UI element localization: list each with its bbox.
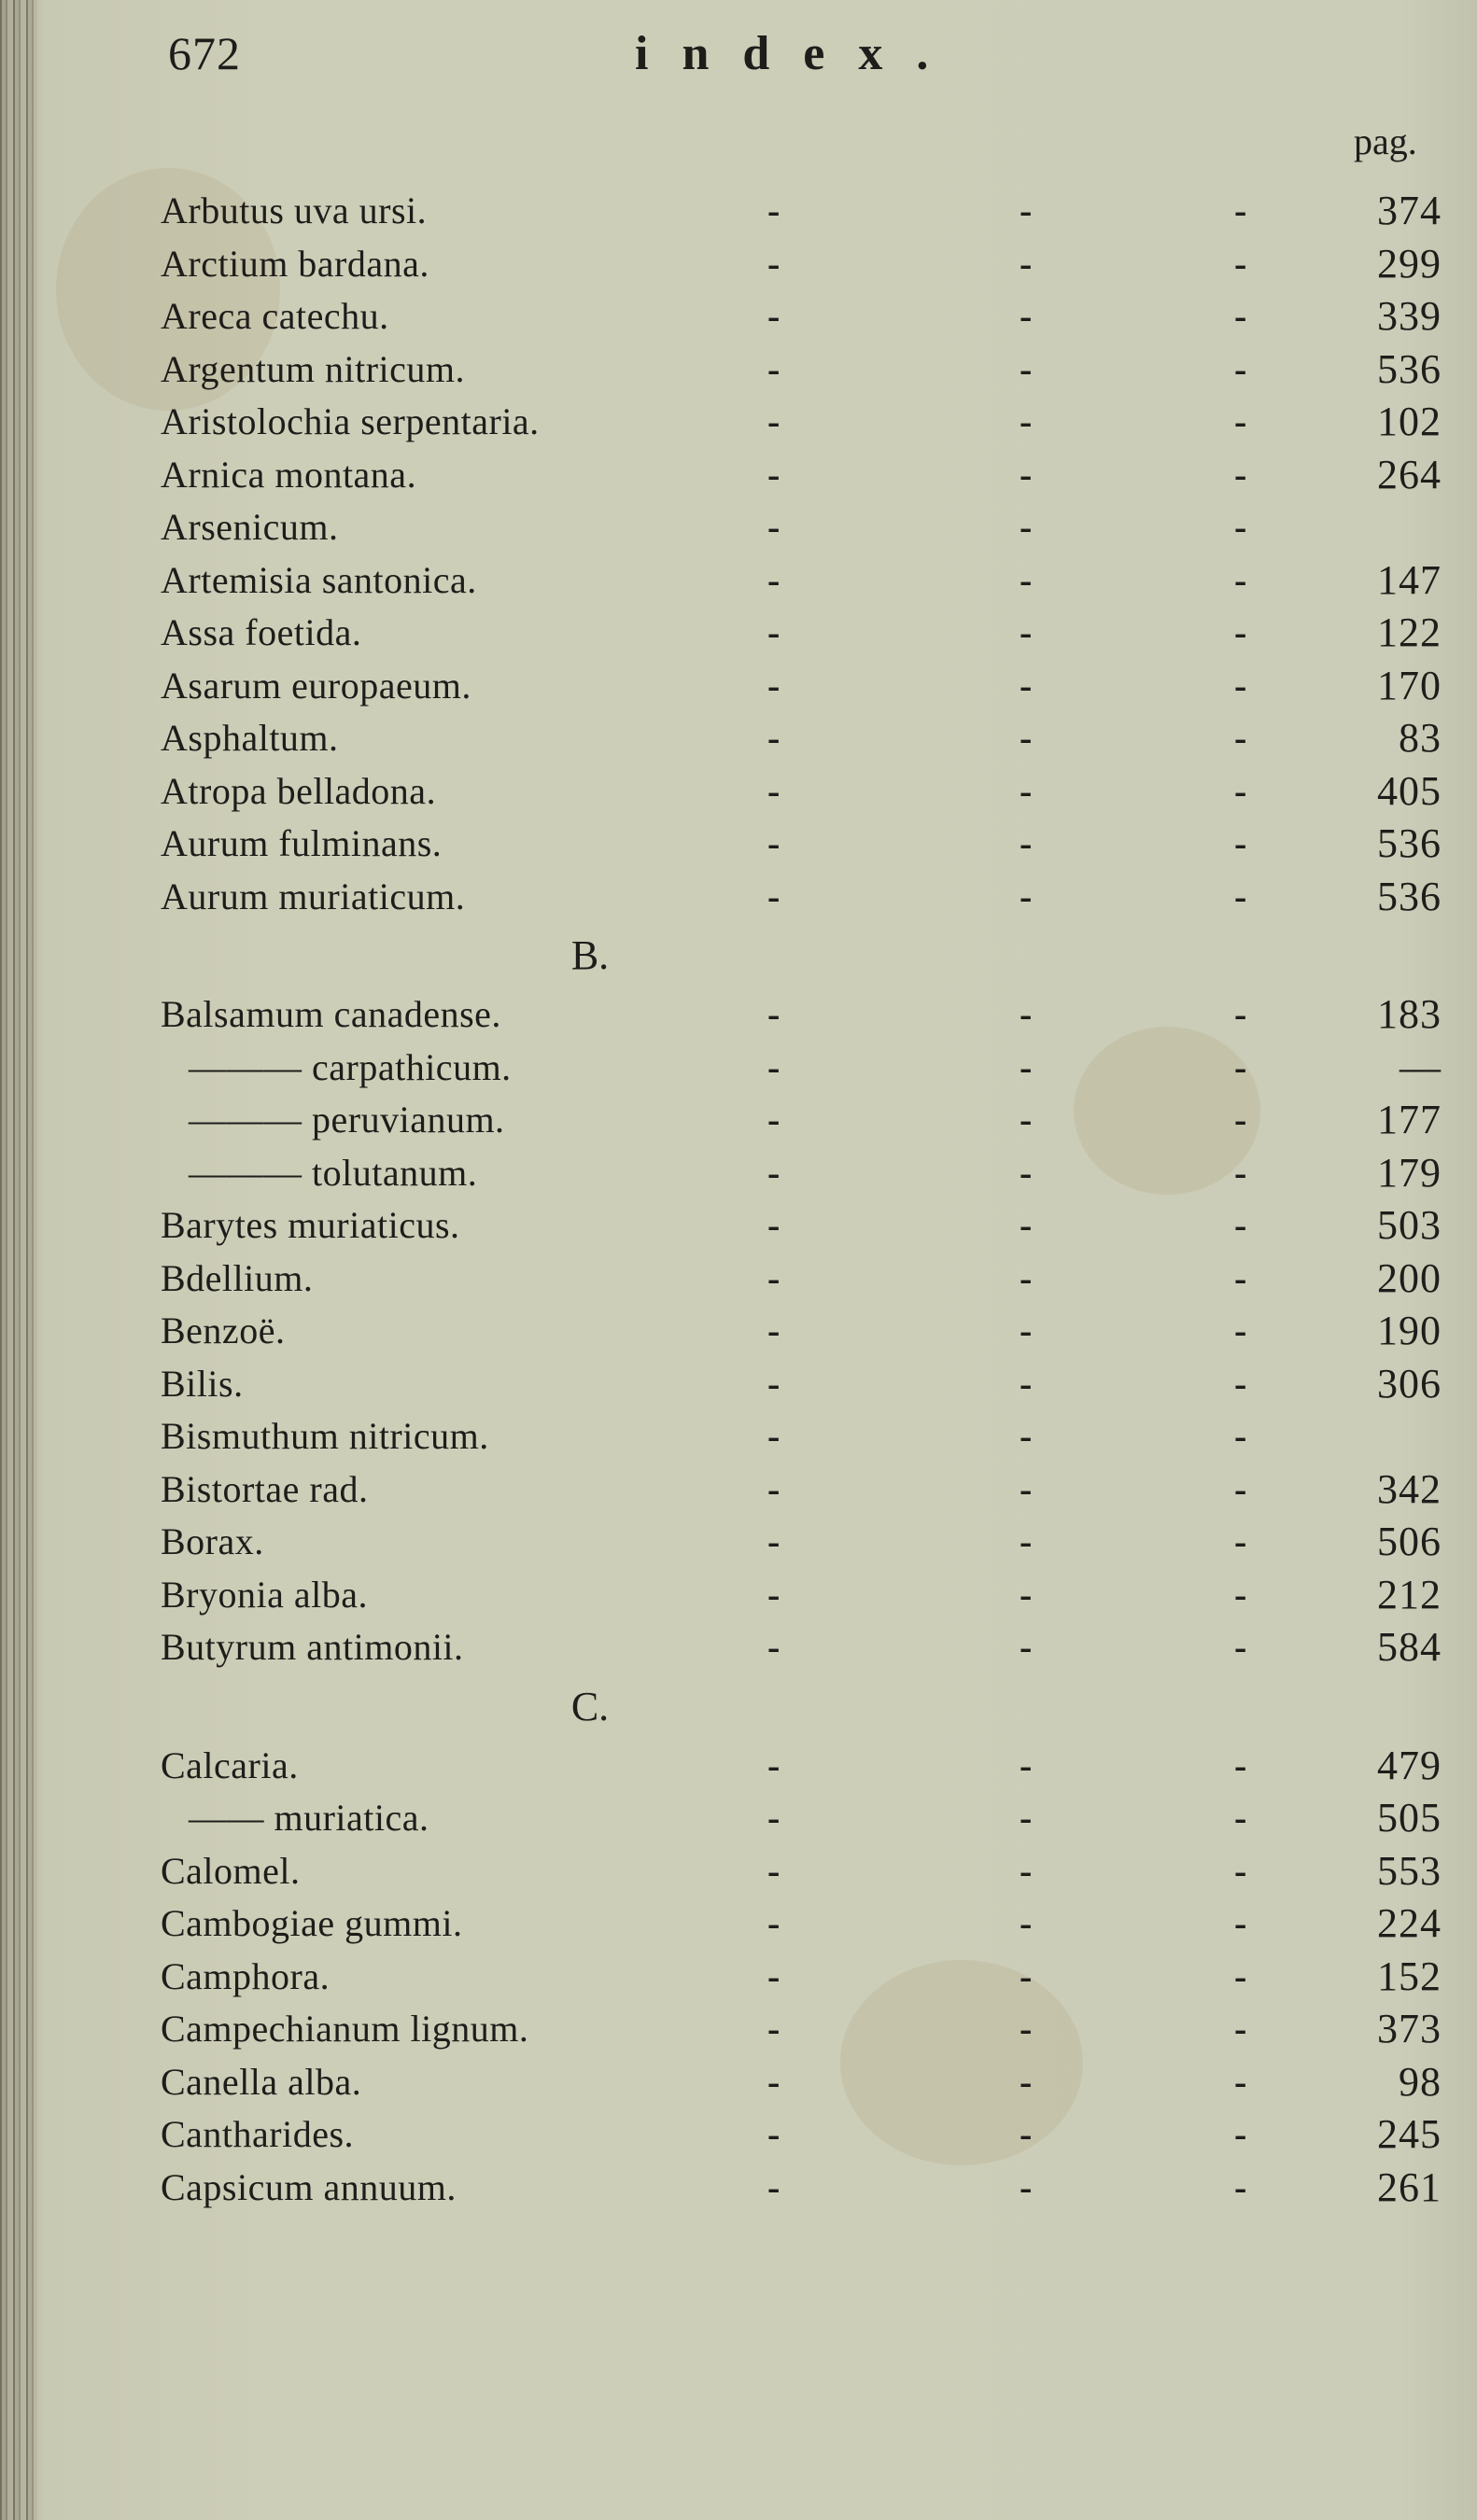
leader-dashes (161, 1199, 1262, 1253)
leader-dash: - (1234, 1099, 1247, 1141)
leader-dash: - (1234, 558, 1247, 601)
entry-name: Assa foetida. (161, 611, 362, 653)
leader-dash: - (767, 1520, 781, 1562)
entry-page-number: 102 (1377, 399, 1442, 444)
leader-dash: - (1234, 1204, 1247, 1246)
entry-name: Artemisia santonica. (161, 558, 477, 601)
leader-dash: - (767, 1902, 781, 1944)
leader-dash: - (1234, 664, 1247, 707)
entry-name: Bryonia alba. (161, 1573, 368, 1616)
leader-dash: - (767, 769, 781, 812)
index-entry (161, 2056, 1449, 2109)
index-entry (161, 1792, 1449, 1845)
index-entry (161, 818, 1449, 871)
leader-dash: - (1234, 769, 1247, 812)
leader-dash: - (1234, 1362, 1247, 1405)
leader-dashes (161, 871, 1262, 924)
index-entry (161, 501, 1449, 554)
entry-page-number: 122 (1377, 609, 1442, 655)
entry-name: Arbutus uva ursi. (161, 189, 428, 231)
entry-name: Benzoë. (161, 1309, 286, 1351)
leader-dashes (161, 1792, 1262, 1845)
entry-name: ——— peruvianum. (189, 1099, 505, 1141)
leader-dash: - (767, 1849, 781, 1892)
entry-name: Atropa belladona. (161, 769, 437, 812)
leader-dashes (161, 1358, 1262, 1411)
leader-dashes (161, 1621, 1262, 1674)
index-entry (161, 988, 1449, 1042)
leader-dash: - (767, 1743, 781, 1786)
entry-page-number: 503 (1377, 1202, 1442, 1248)
leader-dash: - (1020, 2165, 1033, 2208)
leader-dash: - (1234, 2113, 1247, 2155)
leader-dash: - (1020, 1151, 1033, 1194)
index-entry (161, 1253, 1449, 1306)
entry-page-number: 212 (1377, 1571, 1442, 1617)
entry-page-number: 536 (1377, 873, 1442, 919)
leader-dash: - (1020, 1573, 1033, 1616)
index-entry (161, 1410, 1449, 1463)
entry-page-number: 342 (1377, 1465, 1442, 1512)
entry-page-number: 553 (1377, 1847, 1442, 1894)
section-letter-text: C. (570, 1683, 610, 1729)
entry-name: Canella alba. (161, 2060, 362, 2103)
leader-dash: - (767, 558, 781, 601)
entry-page-number: 190 (1377, 1308, 1442, 1353)
entry-name: Argentum nitricum. (161, 347, 465, 390)
index-entry (161, 1897, 1449, 1951)
leader-dash: - (1020, 295, 1033, 337)
leader-dashes (161, 2056, 1262, 2109)
entry-page-number: 374 (1377, 188, 1442, 233)
leader-dash: - (767, 1151, 781, 1194)
entry-name: Arctium bardana. (161, 242, 429, 285)
leader-dash: - (767, 1099, 781, 1141)
entry-page-number: 505 (1377, 1795, 1442, 1841)
leader-dash: - (1020, 1415, 1033, 1457)
leader-dash: - (767, 400, 781, 442)
leader-dashes (161, 1740, 1262, 1793)
leader-dash: - (1020, 1362, 1033, 1405)
index-entry (161, 1305, 1449, 1358)
leader-dashes (161, 185, 1262, 238)
leader-dash: - (767, 1415, 781, 1457)
entry-page-number: — (1400, 1043, 1442, 1090)
index-entry (161, 2162, 1449, 2215)
index-entry (161, 1516, 1449, 1569)
leader-dash: - (1234, 1902, 1247, 1944)
leader-dashes (161, 818, 1262, 871)
leader-dashes (161, 554, 1262, 608)
entry-name: Camphora. (161, 1954, 331, 1997)
entry-name: Arnica montana. (161, 453, 417, 496)
section-letter (161, 1674, 1449, 1740)
leader-dashes (161, 2003, 1262, 2056)
index-entry (161, 607, 1449, 660)
entry-name: Bilis. (161, 1362, 244, 1405)
leader-dashes (161, 1147, 1262, 1200)
page-number: 672 (168, 27, 241, 79)
leader-dash: - (1020, 1954, 1033, 1997)
leader-dash: - (1020, 558, 1033, 601)
entry-page-number: 339 (1377, 293, 1442, 339)
entry-name: Aurum muriaticum. (161, 875, 466, 917)
leader-dash: - (1020, 717, 1033, 759)
leader-dash: - (767, 242, 781, 285)
entry-page-number: 200 (1377, 1254, 1442, 1301)
leader-dash: - (1234, 1151, 1247, 1194)
leader-dash: - (1234, 2165, 1247, 2208)
index-entry (161, 1740, 1449, 1793)
entry-name: Balsamum canadense. (161, 993, 501, 1035)
leader-dash: - (1234, 1045, 1247, 1088)
leader-dash: - (767, 1797, 781, 1839)
leader-dash: - (1020, 1204, 1033, 1246)
leader-dashes (161, 2162, 1262, 2215)
entry-page-number: 177 (1377, 1097, 1442, 1142)
leader-dash: - (1234, 1849, 1247, 1892)
leader-dash: - (1020, 2008, 1033, 2050)
leader-dash: - (1020, 2060, 1033, 2103)
leader-dashes (161, 2108, 1262, 2162)
leader-dashes (161, 449, 1262, 502)
entry-name: Cambogiae gummi. (161, 1902, 463, 1944)
leader-dashes (161, 660, 1262, 713)
entry-name: Arsenicum. (161, 506, 339, 548)
leader-dash: - (1234, 2008, 1247, 2050)
leader-dash: - (1234, 993, 1247, 1035)
entry-name: Barytes muriaticus. (161, 1204, 460, 1246)
section-letter (161, 923, 1449, 988)
running-head: index. (635, 27, 963, 80)
leader-dash: - (1020, 1045, 1033, 1088)
index-entry (161, 290, 1449, 343)
entry-name: —— muriatica. (189, 1797, 429, 1839)
leader-dash: - (1234, 1626, 1247, 1668)
entry-page-number: 152 (1377, 1953, 1442, 1999)
leader-dashes (161, 1845, 1262, 1898)
index-entry (161, 238, 1449, 291)
index-entry (161, 1463, 1449, 1517)
leader-dashes (161, 343, 1262, 397)
entry-page-number: 506 (1377, 1519, 1442, 1564)
leader-dash: - (1234, 2060, 1247, 2103)
leader-dash: - (1234, 1573, 1247, 1616)
leader-dash: - (1020, 822, 1033, 864)
leader-dash: - (1234, 347, 1247, 390)
entry-name: Borax. (161, 1520, 264, 1562)
index-entry (161, 1042, 1449, 1095)
entry-page-number: 261 (1377, 2163, 1442, 2210)
entry-page-number: 245 (1377, 2111, 1442, 2157)
leader-dash: - (1020, 611, 1033, 653)
entry-name: Cantharides. (161, 2113, 355, 2155)
entry-name: Calomel. (161, 1849, 301, 1892)
leader-dash: - (767, 189, 781, 231)
leader-dash: - (1234, 1415, 1247, 1457)
leader-dashes (161, 607, 1262, 660)
entry-page-number: 179 (1377, 1149, 1442, 1196)
index-entry (161, 449, 1449, 502)
leader-dashes (161, 1042, 1262, 1095)
leader-dash: - (1234, 875, 1247, 917)
leader-dash: - (767, 1045, 781, 1088)
leader-dash: - (767, 453, 781, 496)
leader-dash: - (1234, 822, 1247, 864)
entry-page-number: 584 (1377, 1624, 1442, 1670)
leader-dash: - (1020, 1309, 1033, 1351)
index-entry (161, 765, 1449, 819)
index-entry (161, 871, 1449, 924)
entry-page-number: 264 (1377, 451, 1442, 497)
leader-dash: - (767, 2165, 781, 2208)
leader-dash: - (767, 717, 781, 759)
leader-dash: - (1234, 189, 1247, 231)
leader-dash: - (1020, 2113, 1033, 2155)
leader-dash: - (1020, 769, 1033, 812)
index-entry (161, 2108, 1449, 2162)
leader-dash: - (1020, 1626, 1033, 1668)
entry-name: Butyrum antimonii. (161, 1626, 464, 1668)
entry-name: Asphaltum. (161, 717, 339, 759)
leader-dash: - (767, 1467, 781, 1510)
leader-dash: - (1020, 400, 1033, 442)
leader-dash: - (1234, 1309, 1247, 1351)
entry-name: Bdellium. (161, 1256, 314, 1299)
leader-dashes (161, 1897, 1262, 1951)
leader-dash: - (1234, 717, 1247, 759)
leader-dash: - (1020, 1797, 1033, 1839)
index-entry (161, 1199, 1449, 1253)
leader-dash: - (1020, 1743, 1033, 1786)
entry-page-number: 536 (1377, 820, 1442, 866)
leader-dashes (161, 1516, 1262, 1569)
entry-name: Bismuthum nitricum. (161, 1415, 489, 1457)
entry-name: Capsicum annuum. (161, 2165, 457, 2208)
index-entry (161, 660, 1449, 713)
entry-page-number: 299 (1377, 240, 1442, 287)
leader-dashes (161, 988, 1262, 1042)
leader-dash: - (767, 1309, 781, 1351)
leader-dash: - (1020, 506, 1033, 548)
leader-dashes (161, 765, 1262, 819)
leader-dashes (161, 1410, 1262, 1463)
leader-dash: - (767, 1362, 781, 1405)
leader-dash: - (767, 875, 781, 917)
leader-dash: - (1234, 400, 1247, 442)
entry-name: Bistortae rad. (161, 1467, 369, 1510)
leader-dash: - (1020, 664, 1033, 707)
leader-dash: - (1020, 1467, 1033, 1510)
index-entry (161, 1358, 1449, 1411)
leader-dash: - (1234, 1520, 1247, 1562)
entry-page-number: 306 (1377, 1360, 1442, 1407)
leader-dash: - (767, 506, 781, 548)
index-entry (161, 396, 1449, 449)
leader-dash: - (767, 1204, 781, 1246)
leader-dash: - (1020, 1099, 1033, 1141)
leader-dash: - (767, 1573, 781, 1616)
leader-dash: - (1234, 1467, 1247, 1510)
index-entry (161, 1951, 1449, 2004)
page-header (168, 26, 1440, 101)
leader-dashes (161, 1094, 1262, 1147)
leader-dash: - (1020, 1256, 1033, 1299)
leader-dash: - (1020, 1902, 1033, 1944)
leader-dash: - (767, 2113, 781, 2155)
index-entry (161, 554, 1449, 608)
leader-dashes (161, 1569, 1262, 1622)
entry-page-number: 147 (1377, 556, 1442, 603)
leader-dash: - (1234, 1954, 1247, 1997)
index-entry (161, 1845, 1449, 1898)
index-entry (161, 1094, 1449, 1147)
index-entry (161, 343, 1449, 397)
leader-dash: - (1020, 993, 1033, 1035)
leader-dash: - (767, 1256, 781, 1299)
index-entry (161, 1147, 1449, 1200)
leader-dash: - (1234, 1256, 1247, 1299)
index-entry (161, 712, 1449, 765)
entry-name: ——— carpathicum. (189, 1045, 512, 1088)
leader-dashes (161, 1305, 1262, 1358)
leader-dashes (161, 1463, 1262, 1517)
leader-dashes (161, 396, 1262, 449)
entry-page-number: 83 (1399, 715, 1442, 761)
leader-dash: - (767, 295, 781, 337)
leader-dash: - (1020, 347, 1033, 390)
entry-page-number: 224 (1377, 1900, 1442, 1946)
leader-dashes (161, 501, 1262, 554)
entry-name: Areca catechu. (161, 295, 389, 337)
entry-page-number: 98 (1399, 2058, 1442, 2105)
leader-dashes (161, 1951, 1262, 2004)
pag-column-label: pag. (1354, 120, 1417, 162)
leader-dash: - (767, 664, 781, 707)
leader-dashes (161, 712, 1262, 765)
leader-dash: - (767, 2060, 781, 2103)
leader-dash: - (767, 1626, 781, 1668)
leader-dash: - (767, 347, 781, 390)
index-entry (161, 2003, 1449, 2056)
leader-dash: - (1234, 506, 1247, 548)
entry-page-number: 183 (1377, 991, 1442, 1037)
index-entry (161, 1569, 1449, 1622)
entry-page-number: 536 (1377, 345, 1442, 392)
leader-dash: - (767, 2008, 781, 2050)
leader-dashes (161, 290, 1262, 343)
leader-dash: - (1234, 453, 1247, 496)
leader-dash: - (1020, 189, 1033, 231)
leader-dash: - (1020, 242, 1033, 285)
entry-name: Aurum fulminans. (161, 822, 443, 864)
leader-dash: - (1234, 1797, 1247, 1839)
leader-dashes (161, 238, 1262, 291)
book-gutter (0, 0, 37, 2520)
entry-name: Aristolochia serpentaria. (161, 400, 540, 442)
leader-dash: - (1234, 295, 1247, 337)
entry-name: Campechianum lignum. (161, 2008, 529, 2050)
leader-dashes (161, 1253, 1262, 1306)
leader-dash: - (767, 993, 781, 1035)
leader-dash: - (1234, 242, 1247, 285)
leader-dash: - (767, 611, 781, 653)
section-letter-text: B. (570, 932, 610, 978)
leader-dash: - (1020, 875, 1033, 917)
entry-name: ——— tolutanum. (189, 1151, 478, 1194)
leader-dash: - (767, 1954, 781, 1997)
index-entry (161, 185, 1449, 238)
leader-dash: - (1020, 1849, 1033, 1892)
leader-dash: - (1234, 1743, 1247, 1786)
leader-dash: - (1020, 1520, 1033, 1562)
entry-page-number: 373 (1377, 2006, 1442, 2051)
entry-page-number: 405 (1377, 767, 1442, 814)
entry-name: Calcaria. (161, 1743, 299, 1786)
index-list (161, 185, 1449, 2214)
index-entry (161, 1621, 1449, 1674)
leader-dash: - (1020, 453, 1033, 496)
leader-dash: - (767, 822, 781, 864)
entry-page-number: 479 (1377, 1742, 1442, 1788)
entry-page-number: 170 (1377, 662, 1442, 708)
leader-dash: - (1234, 611, 1247, 653)
entry-name: Asarum europaeum. (161, 664, 471, 707)
